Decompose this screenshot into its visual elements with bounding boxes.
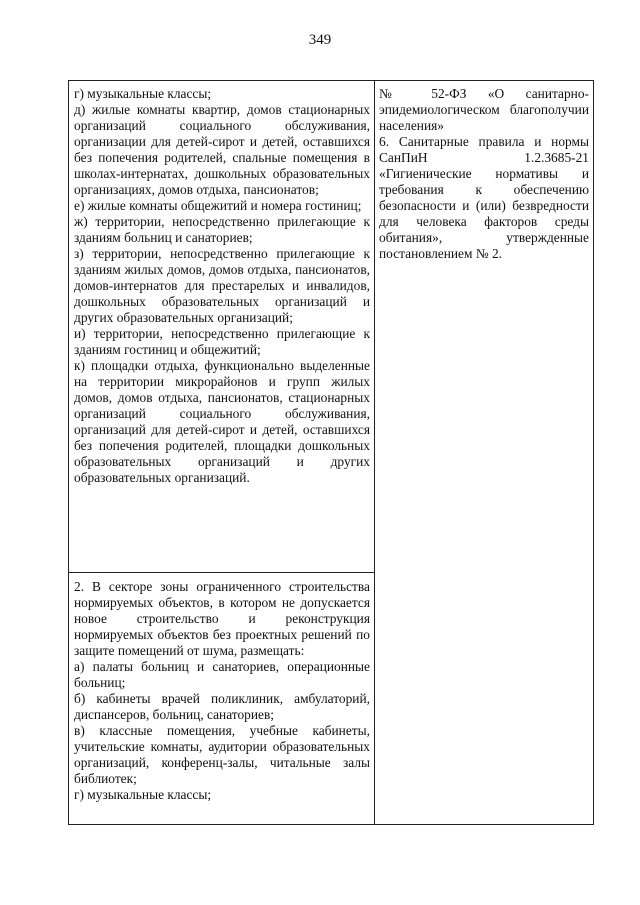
paragraph: е) жилые комнаты общежитий и номера гостиниц; bbox=[74, 198, 362, 213]
paragraph: 2. В секторе зоны ограниченного строительства нормируемых объектов, в котором не допускается новое строительство и реконструкция нормируемых объектов без проектных решений по защите помещений от шума, размещать: bbox=[74, 579, 370, 658]
paragraph: б) кабинеты врачей поликлиник, амбулаторий, диспансеров, больниц, санаториев; bbox=[74, 691, 370, 722]
paragraph: а) палаты больниц и санаториев, операционные больниц; bbox=[74, 659, 370, 690]
paragraph: г) музыкальные классы; bbox=[74, 787, 212, 802]
paragraph: к) площадки отдыха, функционально выделенные на территории микрорайонов и групп жилых домов, домов отдыха, пансионатов, стационарных организаций социального обслуживания, организаций для детей-сирот и детей, оставшихся без попечения родителей, площадки дошкольных образовательных организаций и других образовательных организаций. bbox=[74, 358, 370, 485]
paragraph: в) классные помещения, учебные кабинеты, учительские комнаты, аудитории образовательных организаций, конференц-залы, читальные залы библиотек; bbox=[74, 723, 370, 786]
column-divider bbox=[374, 81, 375, 824]
paragraph: г) музыкальные классы; bbox=[74, 86, 212, 101]
paragraph: з) территории, непосредственно прилегающие к зданиям жилых домов, домов отдыха, пансионатов, домов-интернатов для престарелых и инвалидов, дошкольных образовательных организаций и других образовательных организаций; bbox=[74, 246, 370, 325]
paragraph: 6. Санитарные правила и нормы СанПиН 1.2.3685-21 «Гигиенические нормативы и требования к обеспечению безопасности и (или) безвредности для человека факторов среды обитания», утвержденные постановлением № 2. bbox=[379, 134, 589, 261]
page-number: 349 bbox=[308, 32, 332, 48]
left-bottom-cell bbox=[74, 579, 370, 803]
paragraph: № 52-ФЗ «О санитарно-эпидемиологическом благополучии населения» bbox=[379, 86, 589, 133]
paragraph: д) жилые комнаты квартир, домов стационарных организаций социального обслуживания, организации для детей-сирот и детей, оставшихся без попечения родителей, спальные помещения в школах-интернатах, дошкольных образовательных организациях, домов отдыха, пансионатов; bbox=[74, 102, 370, 197]
paragraph: ж) территории, непосредственно прилегающие к зданиям больниц и санаториев; bbox=[74, 214, 370, 245]
paragraph: и) территории, непосредственно прилегающие к зданиям гостиниц и общежитий; bbox=[74, 326, 370, 357]
right-cell bbox=[379, 86, 589, 262]
left-top-cell bbox=[74, 86, 370, 486]
row-divider bbox=[69, 572, 374, 573]
document-table bbox=[68, 80, 594, 825]
